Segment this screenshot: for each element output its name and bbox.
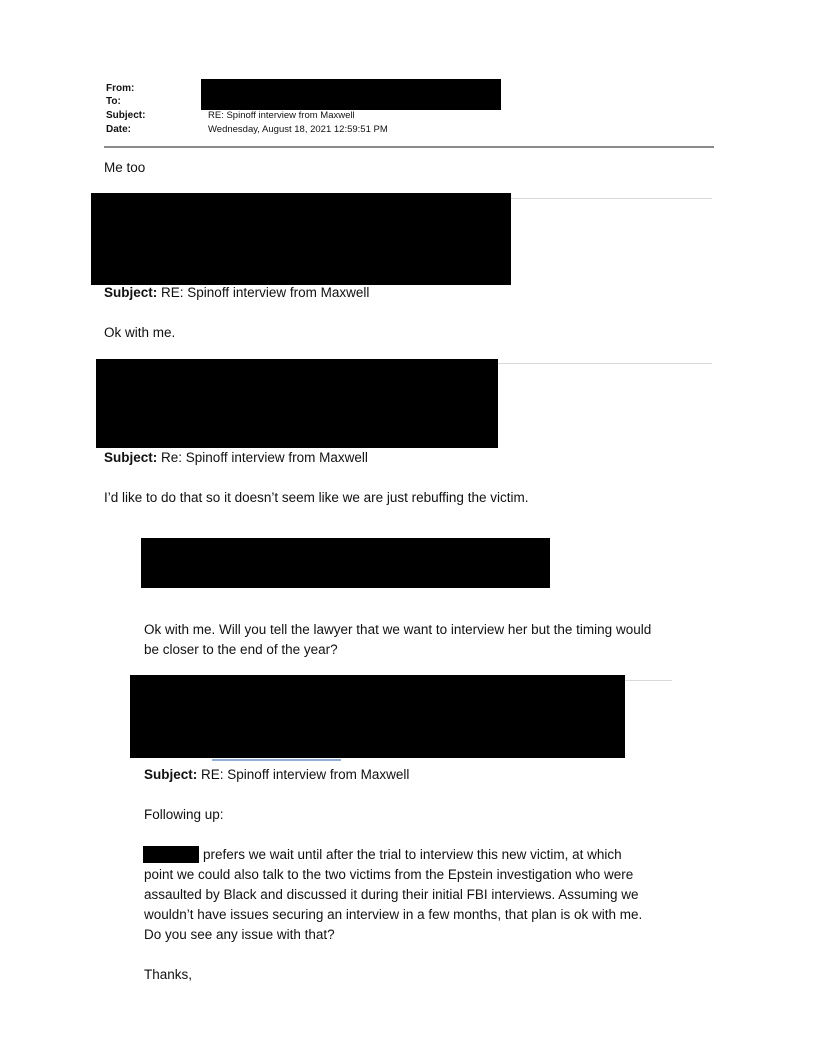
- message-body: I’d like to do that so it doesn’t seem like we are just rebuffing the victim.: [104, 490, 529, 505]
- message-body: Me too: [104, 160, 146, 175]
- message-body-line: wouldn’t have issues securing an interview in a few months, that plan is ok with me.: [144, 907, 643, 922]
- quoted-subject-value: RE: Spinoff interview from Maxwell: [161, 285, 370, 300]
- redaction-block: [91, 193, 511, 285]
- quoted-subject-line: [104, 283, 369, 303]
- quote-divider: [498, 363, 712, 364]
- quoted-subject-value: RE: Spinoff interview from Maxwell: [201, 767, 410, 782]
- quoted-subject-line: [144, 765, 409, 785]
- date-label: Date:: [106, 124, 132, 135]
- followup-text: Following up:: [144, 807, 224, 822]
- signoff: Thanks,: [144, 967, 193, 982]
- quoted-subject-label: Subject:: [144, 767, 198, 782]
- quoted-subject-value: Re: Spinoff interview from Maxwell: [161, 450, 368, 465]
- from-label: From:: [106, 83, 135, 94]
- to-label: To:: [106, 96, 121, 107]
- date-value: Wednesday, August 18, 2021 12:59:51 PM: [208, 124, 388, 135]
- header-divider: [104, 146, 714, 148]
- link-underline-remnant: [212, 759, 341, 761]
- quote-divider: [511, 198, 712, 199]
- message-body: Ok with me.: [104, 325, 176, 340]
- message-body-line: Ok with me. Will you tell the lawyer that we want to interview her but the timing would: [144, 622, 652, 637]
- quoted-subject-label: Subject:: [104, 285, 158, 300]
- message-body-line: prefers we wait until after the trial to interview this new victim, at which: [203, 847, 622, 862]
- quoted-subject-label: Subject:: [104, 450, 158, 465]
- quote-divider: [625, 680, 672, 681]
- redaction-name: [143, 846, 199, 863]
- redaction-block: [141, 538, 550, 588]
- message-body-line: be closer to the end of the year?: [144, 642, 338, 657]
- message-body-line: point we could also talk to the two victims from the Epstein investigation who were: [144, 867, 634, 882]
- message-body-line: assaulted by Black and discussed it during their initial FBI interviews. Assuming we: [144, 887, 639, 902]
- quoted-subject-line: [104, 448, 368, 468]
- redaction-from-to: [201, 79, 501, 110]
- subject-label: Subject:: [106, 110, 146, 121]
- message-body-line: Do you see any issue with that?: [144, 927, 335, 942]
- subject-value: RE: Spinoff interview from Maxwell: [208, 110, 355, 121]
- redaction-block: [96, 359, 498, 448]
- redaction-block: [130, 675, 625, 758]
